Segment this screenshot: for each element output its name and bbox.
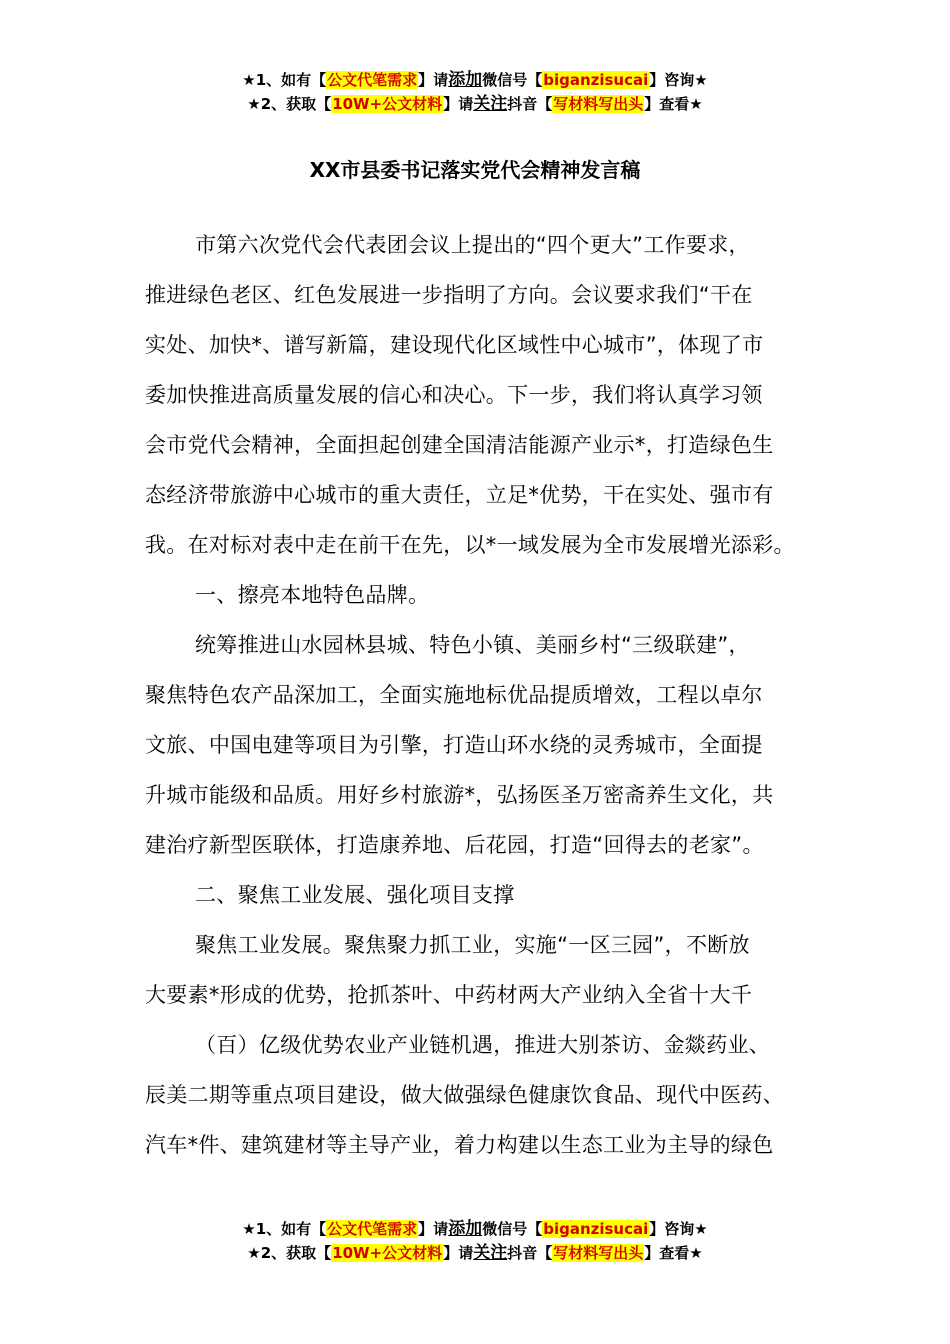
star-icon: ★ [694,71,708,89]
banner-text: 2、获取【 [260,1244,332,1262]
banner-text: 】咨询 [649,71,695,89]
header-banner [0,68,950,116]
paragraph-line: 态经济带旅游中心城市的重大责任，立足*优势，干在实处、强市有 [145,483,774,507]
paragraph-line: （百）亿级优势农业产业链机遇，推进大别茶访、金燚药业、 [195,1033,771,1057]
banner-text: 】查看 [644,95,690,113]
star-icon: ★ [689,1244,703,1262]
paragraph-line: 汽车*件、建筑建材等主导产业，着力构建以生态工业为主导的绿色 [145,1133,774,1157]
star-icon: ★ [247,95,261,113]
paragraph-line: 升城市能级和品质。用好乡村旅游*，弘扬医圣万密斋养生文化，共 [145,783,774,807]
emphasis-text: 添加 [448,70,483,90]
douyin-account[interactable]: 写材料写出头 [553,95,644,113]
banner-line-materials [0,92,950,116]
banner-line-service [0,1217,950,1241]
paragraph-line: 会市党代会精神，全面担起创建全国清洁能源产业示*，打造绿色生 [145,433,774,457]
highlight-text: 公文代笔需求 [327,71,418,89]
emphasis-text: 关注 [473,94,508,114]
wechat-id[interactable]: biganzisucai [543,71,649,89]
highlight-text: 10W+公文材料 [332,95,443,113]
paragraph-line: 大要素*形成的优势，抢抓茶叶、中药材两大产业纳入全省十大千 [145,983,753,1007]
paragraph-line: 建治疗新型医联体，打造康养地、后花园，打造“回得去的老家”。 [145,833,764,857]
highlight-text: 公文代笔需求 [327,1220,418,1238]
emphasis-text: 关注 [473,1243,508,1263]
star-icon: ★ [689,95,703,113]
document-body [145,220,815,1170]
wechat-id[interactable]: biganzisucai [543,1220,649,1238]
section-heading: 二、聚焦工业发展、强化项目支撑 [195,883,515,907]
emphasis-text: 添加 [448,1219,483,1239]
banner-text: 】查看 [644,1244,690,1262]
banner-text: 】请 [418,71,449,89]
banner-text: 】请 [443,1244,474,1262]
paragraph-line: 聚焦工业发展。聚焦聚力抓工业，实施“一区三园”，不断放 [195,933,750,957]
banner-text: 1、如有【 [255,71,327,89]
banner-text: 】请 [443,95,474,113]
banner-line-materials [0,1241,950,1265]
paragraph-line: 辰美二期等重点项目建设，做大做强绿色健康饮食品、现代中医药、 [145,1083,784,1107]
paragraph-line: 文旅、中国电建等项目为引擎，打造山环水绕的灵秀城市，全面提 [145,733,763,757]
highlight-text: 10W+公文材料 [332,1244,443,1262]
star-icon: ★ [242,71,256,89]
banner-text: 抖音【 [507,95,553,113]
paragraph-line: 我。在对标对表中走在前干在先，以*一域发展为全市发展增光添彩。 [145,533,795,557]
banner-text: 微信号【 [482,71,543,89]
banner-text: 2、获取【 [260,95,332,113]
paragraph-line: 市第六次党代会代表团会议上提出的“四个更大”工作要求， [195,233,750,257]
section-heading: 一、擦亮本地特色品牌。 [195,583,430,607]
star-icon: ★ [242,1220,256,1238]
banner-text: 】咨询 [649,1220,695,1238]
star-icon: ★ [247,1244,261,1262]
paragraph-line: 委加快推进高质量发展的信心和决心。下一步，我们将认真学习领 [145,383,763,407]
star-icon: ★ [694,1220,708,1238]
paragraph-line: 实处、加快*、谱写新篇，建设现代化区域性中心城市”，体现了市 [145,333,764,357]
banner-text: 】请 [418,1220,449,1238]
paragraph-line: 推进绿色老区、红色发展进一步指明了方向。会议要求我们“干在 [145,283,753,307]
document-title: XX市县委书记落实党代会精神发言稿 [309,158,641,182]
banner-line-service [0,68,950,92]
banner-text: 微信号【 [482,1220,543,1238]
banner-text: 抖音【 [507,1244,553,1262]
douyin-account[interactable]: 写材料写出头 [553,1244,644,1262]
footer-banner [0,1217,950,1265]
paragraph-line: 统筹推进山水园林县城、特色小镇、美丽乡村“三级联建”， [195,633,750,657]
banner-text: 1、如有【 [255,1220,327,1238]
paragraph-line: 聚焦特色农产品深加工，全面实施地标优品提质增效，工程以卓尔 [145,683,763,707]
